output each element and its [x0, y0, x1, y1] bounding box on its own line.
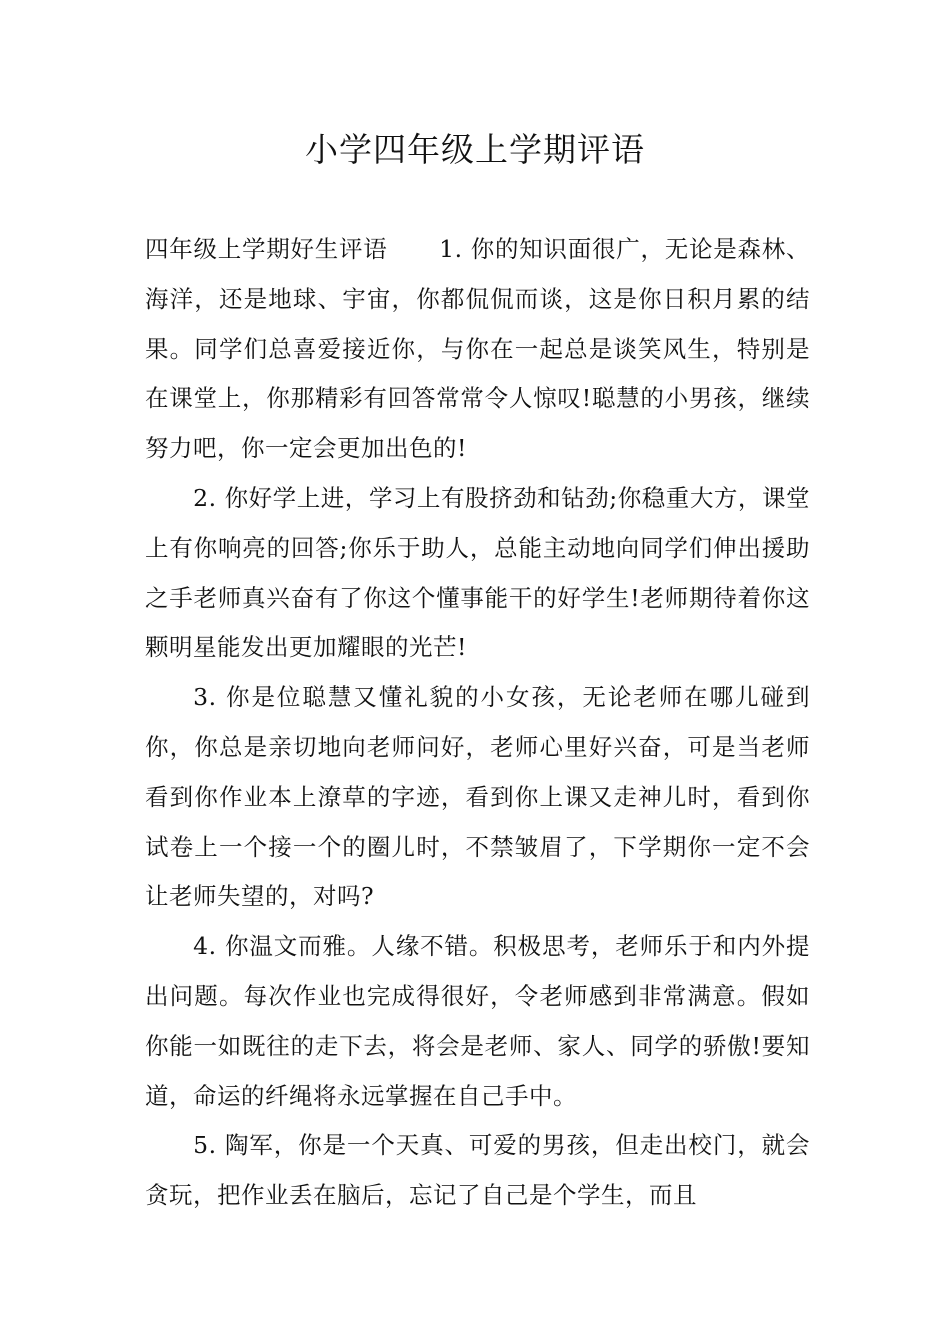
- document-body: [145, 225, 810, 1221]
- paragraph-4: 4. 你温文而雅。人缘不错。积极思考，老师乐于和内外提出问题。每次作业也完成得很好，令老师感到非常满意。假如你能一如既往的走下去，将会是老师、家人、同学的骄傲!要知道，命运的纤绳将永远掌握在自己手中。: [145, 932, 810, 1110]
- paragraph-1: [145, 225, 810, 474]
- section-heading: 四年级上学期好生评语: [145, 235, 388, 263]
- document-title: 小学四年级上学期评语: [305, 130, 645, 169]
- paragraph-3: 3. 你是位聪慧又懂礼貌的小女孩，无论老师在哪儿碰到你，你总是亲切地向老师问好，老师心里好兴奋，可是当老师看到你作业本上潦草的字迹，看到你上课又走神儿时，看到你试卷上一个接一个的圈儿时，不禁皱眉了，下学期你一定不会让老师失望的，对吗?: [145, 683, 811, 911]
- paragraph-2: 2. 你好学上进，学习上有股挤劲和钻劲;你稳重大方，课堂上有你响亮的回答;你乐于助人，总能主动地向同学们伸出援助之手老师真兴奋有了你这个懂事能干的好学生!老师期待着你这颗明星能发出更加耀眼的光芒!: [145, 483, 810, 662]
- paragraph-5: 5. 陶军，你是一个天真、可爱的男孩，但走出校门，就会贪玩，把作业丢在脑后，忘记了自己是个学生，而且: [145, 1131, 810, 1210]
- paragraph-text: 1. 你的知识面很广，无论是森林、海洋，还是地球、宇宙，你都侃侃而谈，这是你日积月累的结果。同学们总喜爱接近你，与你在一起总是谈笑风生，特别是在课堂上，你那精彩有回答常常令人惊叹!聪慧的小男孩，继续努力吧，你一定会更加出色的!: [145, 235, 810, 463]
